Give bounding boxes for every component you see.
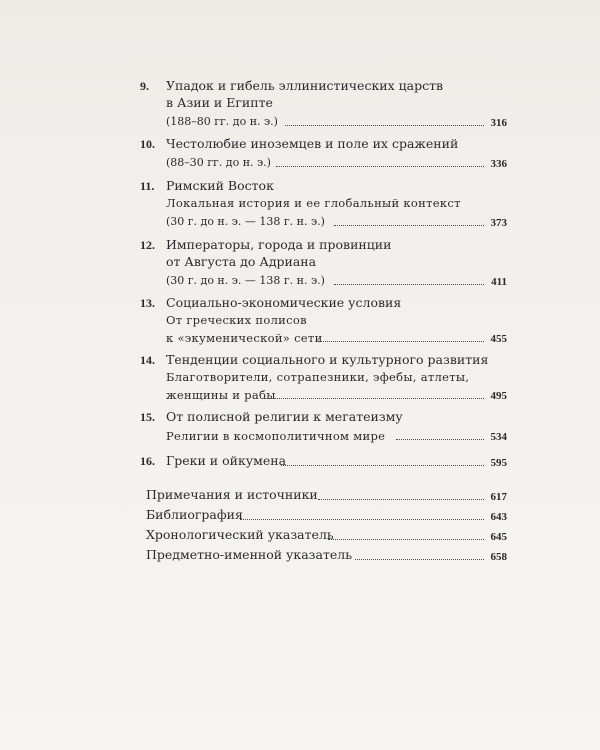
dot-leader bbox=[334, 284, 484, 285]
page-number: 373 bbox=[490, 217, 507, 229]
dot-leader bbox=[334, 225, 484, 226]
chapter-title: Римский Восток bbox=[166, 178, 274, 193]
chapter-title-continued: от Августа до Адриана bbox=[166, 254, 317, 269]
chapter-date-range: (30 г. до н. э. — 138 г. н. э.) bbox=[166, 274, 325, 287]
dot-leader bbox=[396, 439, 484, 440]
chapter-number: 9. bbox=[140, 79, 149, 93]
chapter-number: 10. bbox=[140, 137, 155, 151]
chapter-number: 16. bbox=[140, 454, 155, 468]
dot-leader bbox=[281, 465, 484, 466]
chapter-title: Честолюбие иноземцев и поле их сражений bbox=[166, 136, 459, 151]
page-number: 658 bbox=[490, 551, 507, 563]
chapter-date-range: (30 г. до н. э. — 138 г. н. э.) bbox=[166, 215, 325, 228]
chapter-subtitle: От греческих полисов bbox=[166, 313, 307, 327]
chapter-title: Императоры, города и провинции bbox=[166, 237, 392, 252]
dot-leader bbox=[264, 398, 484, 399]
chapter-number: 15. bbox=[140, 410, 155, 424]
page-number: 645 bbox=[490, 531, 507, 543]
page-number: 316 bbox=[490, 117, 507, 129]
chapter-subtitle-continued: к «экуменической» сети bbox=[166, 331, 323, 345]
page-number: 411 bbox=[491, 276, 507, 288]
page-number: 643 bbox=[490, 511, 507, 523]
chapter-number: 13. bbox=[140, 296, 155, 310]
dot-leader bbox=[285, 125, 484, 126]
page-number: 595 bbox=[490, 457, 507, 469]
appendix-title: Примечания и источники bbox=[146, 487, 318, 502]
dot-leader bbox=[318, 341, 484, 342]
appendix-title: Библиография bbox=[146, 507, 243, 522]
appendix-title: Хронологический указатель bbox=[146, 527, 334, 542]
page-number: 455 bbox=[490, 333, 507, 345]
dot-leader bbox=[318, 499, 484, 500]
chapter-title: От полисной религии к мегатеизму bbox=[166, 409, 403, 424]
chapter-number: 11. bbox=[140, 179, 155, 193]
chapter-number: 14. bbox=[140, 353, 155, 367]
chapter-title: Социально-экономические условия bbox=[166, 295, 402, 310]
dot-leader bbox=[240, 519, 484, 520]
page-number: 534 bbox=[490, 431, 507, 443]
chapter-subtitle: Религии в космополитичном мире bbox=[166, 429, 386, 443]
chapter-date-range: (188–80 гг. до н. э.) bbox=[166, 115, 278, 128]
dot-leader bbox=[355, 559, 484, 560]
chapter-date-range: (88–30 гг. до н. э.) bbox=[166, 156, 271, 169]
chapter-title-continued: в Азии и Египте bbox=[166, 95, 273, 110]
chapter-subtitle-continued: женщины и рабы bbox=[166, 388, 276, 402]
chapter-title: Греки и ойкумена bbox=[166, 453, 287, 468]
page-number: 617 bbox=[490, 491, 507, 503]
chapter-number: 12. bbox=[140, 238, 155, 252]
chapter-title: Тенденции социального и культурного развития bbox=[166, 352, 489, 367]
page-number: 336 bbox=[490, 158, 507, 170]
chapter-subtitle: Локальная история и ее глобальный контекст bbox=[166, 196, 461, 210]
chapter-title: Упадок и гибель эллинистических царств bbox=[166, 78, 444, 93]
dot-leader bbox=[276, 166, 484, 167]
chapter-subtitle: Благотворители, сотрапезники, эфебы, атлеты, bbox=[166, 370, 470, 384]
page-number: 495 bbox=[490, 390, 507, 402]
dot-leader bbox=[328, 539, 484, 540]
appendix-title: Предметно-именной указатель bbox=[146, 547, 353, 562]
